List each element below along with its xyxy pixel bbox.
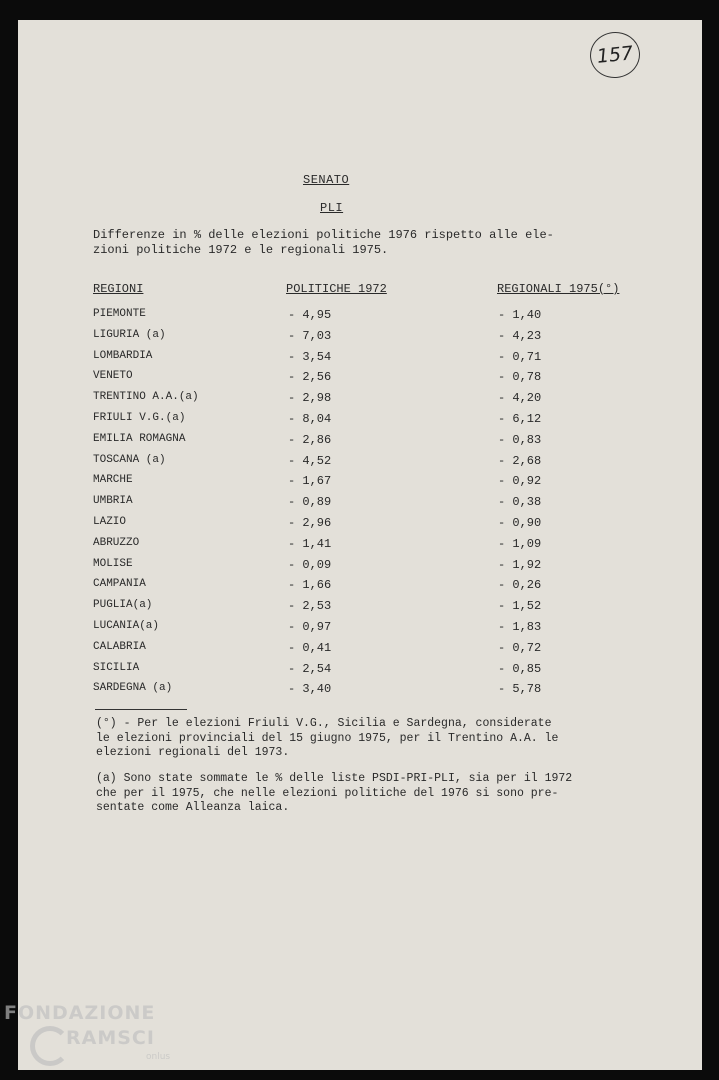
politiche-cell: - 2,53: [288, 599, 332, 614]
regionali-cell: - 0,72: [498, 640, 542, 655]
watermark-line-3: onlus: [146, 1052, 171, 1062]
column-header-region: REGIONI: [93, 282, 144, 296]
regionali-cell: - 1,83: [498, 619, 542, 634]
document-subtitle: PLI: [320, 201, 344, 215]
region-cell: LOMBARDIA: [93, 349, 153, 362]
politiche-cell: - 8,04: [288, 411, 332, 426]
table-row: [18, 370, 702, 391]
watermark-line-2: RAMSCI: [66, 1027, 155, 1049]
region-cell: PUGLIA(a): [93, 599, 153, 612]
politiche-cell: - 3,54: [288, 349, 332, 364]
document-title: SENATO: [303, 173, 350, 187]
region-cell: SARDEGNA (a): [93, 682, 173, 695]
table-row: [18, 558, 702, 579]
regionali-cell: - 0,71: [498, 349, 542, 364]
politiche-cell: - 4,52: [288, 453, 332, 468]
politiche-cell: - 2,54: [288, 661, 332, 676]
region-cell: TOSCANA (a): [93, 453, 166, 466]
document-page: [18, 20, 702, 1070]
politiche-cell: - 2,98: [288, 391, 332, 406]
politiche-cell: - 0,97: [288, 619, 332, 634]
intro-text: Differenze in % delle elezioni politiche 1976 rispetto alle ele- zioni politiche 1972 e le regionali 1975.: [93, 228, 554, 257]
table-row: [18, 391, 702, 412]
regionali-cell: - 5,78: [498, 682, 542, 697]
footnote-degree: (°) - Per le elezioni Friuli V.G., Sicilia e Sardegna, considerate le elezioni provinciali del 15 giugno 1975, per il Trentino A.A. le elezioni regionali del 1973.: [96, 717, 559, 759]
politiche-cell: - 0,89: [288, 495, 332, 510]
politiche-cell: - 4,95: [288, 308, 332, 322]
region-cell: CALABRIA: [93, 640, 146, 653]
watermark-g-mark: [30, 1026, 70, 1066]
politiche-cell: - 1,41: [288, 536, 332, 551]
politiche-cell: - 7,03: [288, 328, 332, 343]
region-cell: LUCANIA(a): [93, 619, 160, 632]
region-cell: LIGURIA (a): [93, 328, 166, 341]
politiche-cell: - 2,86: [288, 432, 332, 447]
table-row: [18, 433, 702, 454]
politiche-cell: - 3,40: [288, 682, 332, 697]
archive-watermark-logo: [4, 1002, 184, 1072]
politiche-cell: - 2,56: [288, 370, 332, 385]
regionali-cell: - 0,85: [498, 661, 542, 676]
table-row: [18, 599, 702, 620]
column-header-politiche: POLITICHE 1972: [286, 282, 387, 296]
footnote-divider: [95, 709, 187, 710]
table-row: [18, 662, 702, 683]
data-table: [18, 308, 702, 703]
table-row: [18, 516, 702, 537]
regionali-cell: - 4,23: [498, 328, 542, 343]
region-cell: TRENTINO A.A.(a): [93, 391, 199, 404]
region-cell: PIEMONTE: [93, 308, 146, 320]
politiche-cell: - 1,66: [288, 578, 332, 593]
region-cell: MOLISE: [93, 557, 133, 570]
page-number: 157: [588, 30, 643, 81]
regionali-cell: - 0,83: [498, 432, 542, 447]
region-cell: LAZIO: [93, 515, 127, 528]
region-cell: ABRUZZO: [93, 536, 140, 549]
regionali-cell: - 1,40: [498, 308, 542, 322]
regionali-cell: - 1,09: [498, 536, 542, 551]
table-row: [18, 495, 702, 516]
regionali-cell: - 2,68: [498, 453, 542, 468]
region-cell: SICILIA: [93, 661, 140, 674]
table-row: [18, 308, 702, 329]
regionali-cell: - 1,52: [498, 599, 542, 614]
regionali-cell: - 0,92: [498, 474, 542, 489]
table-row: [18, 350, 702, 371]
column-header-regionali: REGIONALI 1975(°): [497, 282, 620, 296]
region-cell: UMBRIA: [93, 495, 133, 508]
regionali-cell: - 4,20: [498, 391, 542, 406]
regionali-cell: - 6,12: [498, 411, 542, 426]
table-row: [18, 329, 702, 350]
region-cell: CAMPANIA: [93, 578, 146, 591]
regionali-cell: - 0,26: [498, 578, 542, 593]
regionali-cell: - 0,38: [498, 495, 542, 510]
table-row: [18, 578, 702, 599]
regionali-cell: - 1,92: [498, 557, 542, 572]
watermark-line-1: FONDAZIONE: [4, 1002, 156, 1024]
table-row: [18, 537, 702, 558]
region-cell: MARCHE: [93, 474, 133, 487]
footnote-a: (a) Sono state sommate le % delle liste PSDI-PRI-PLI, sia per il 1972 che per il 1975, che nelle elezioni politiche del 1976 si sono pre- sentate come Alleanza laica.: [96, 772, 573, 814]
region-cell: EMILIA ROMAGNA: [93, 432, 186, 445]
regionali-cell: - 0,78: [498, 370, 542, 385]
table-row: [18, 474, 702, 495]
politiche-cell: - 0,09: [288, 557, 332, 572]
region-cell: VENETO: [93, 370, 133, 383]
table-row: [18, 682, 702, 703]
table-row: [18, 454, 702, 475]
table-row: [18, 641, 702, 662]
politiche-cell: - 0,41: [288, 640, 332, 655]
politiche-cell: - 2,96: [288, 515, 332, 530]
table-row: [18, 620, 702, 641]
politiche-cell: - 1,67: [288, 474, 332, 489]
regionali-cell: - 0,90: [498, 515, 542, 530]
table-row: [18, 412, 702, 433]
region-cell: FRIULI V.G.(a): [93, 411, 186, 424]
